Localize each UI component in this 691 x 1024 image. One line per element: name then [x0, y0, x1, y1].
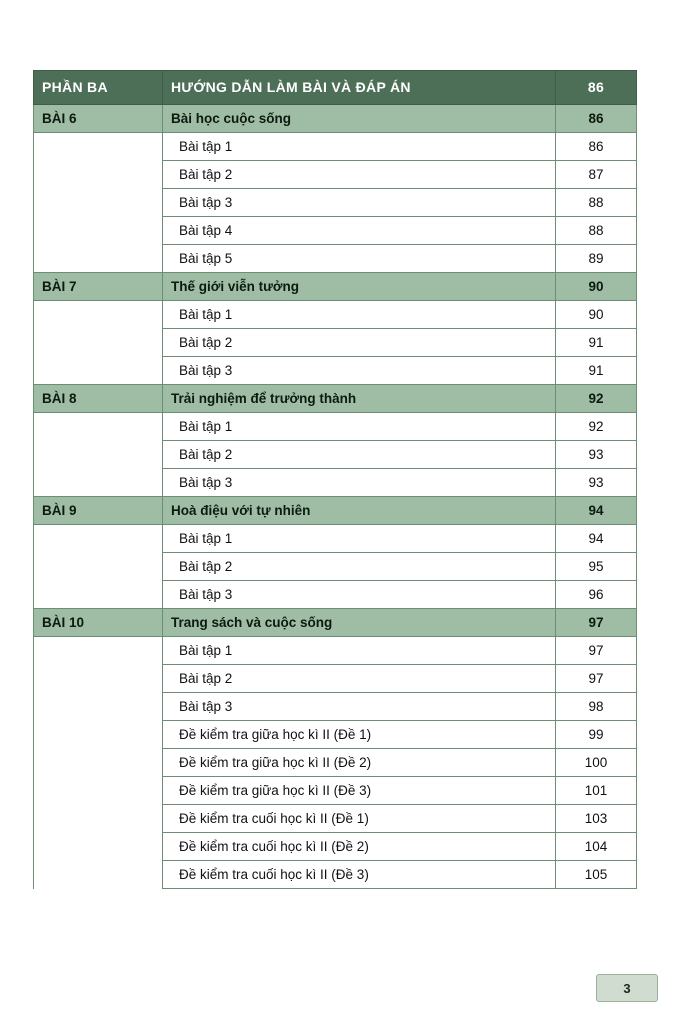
- toc-page-cell: [556, 245, 637, 273]
- toc-page-number: 100: [584, 755, 608, 770]
- toc-title-cell: [163, 805, 556, 833]
- toc-header-part-cell: [34, 71, 163, 105]
- toc-title-label: Trải nghiệm để trưởng thành: [171, 391, 357, 406]
- toc-part-label: [34, 665, 162, 692]
- toc-part-label: BÀI 8: [42, 391, 77, 406]
- toc-title-cell: [163, 497, 556, 525]
- table-row: [34, 329, 637, 357]
- toc-page-cell: [556, 217, 637, 245]
- toc-page-cell: [556, 189, 637, 217]
- toc-page-number: 89: [588, 251, 604, 266]
- toc-part-cell: [34, 133, 163, 161]
- toc-title-cell: [163, 833, 556, 861]
- toc-part-cell: [34, 777, 163, 805]
- toc-title-label: Bài tập 2: [179, 447, 233, 462]
- toc-part-cell: [34, 413, 163, 441]
- toc-page-number: 95: [588, 559, 604, 574]
- toc-title-label: Trang sách và cuộc sống: [171, 615, 333, 630]
- toc-page-number: 88: [588, 223, 604, 238]
- toc-lesson-row: [34, 105, 637, 133]
- page-number-label: 3: [623, 980, 631, 996]
- toc-title-label: Bài tập 3: [179, 195, 233, 210]
- toc-page-number: 98: [588, 699, 604, 714]
- toc-part-cell: [34, 665, 163, 693]
- toc-page-cell: [556, 525, 637, 553]
- toc-page-cell: [556, 581, 637, 609]
- toc-part-label: [34, 133, 162, 160]
- toc-header-title-cell: [163, 71, 556, 105]
- toc-part-cell: [34, 525, 163, 553]
- table-row: [34, 189, 637, 217]
- toc-title-cell: [163, 693, 556, 721]
- toc-page-cell: [556, 385, 637, 413]
- toc-title-cell: [163, 189, 556, 217]
- toc-title-label: Đề kiểm tra cuối học kì II (Đề 2): [179, 839, 369, 854]
- table-row: [34, 581, 637, 609]
- toc-title-label: Bài tập 1: [179, 139, 233, 154]
- toc-page-number: 103: [584, 811, 608, 826]
- table-row: [34, 777, 637, 805]
- toc-page-number: 93: [588, 447, 604, 462]
- toc-title-cell: [163, 301, 556, 329]
- toc-part-cell: [34, 497, 163, 525]
- toc-title-label: Bài tập 3: [179, 363, 233, 378]
- table-row: [34, 469, 637, 497]
- toc-page-cell: [556, 553, 637, 581]
- toc-page-cell: [556, 665, 637, 693]
- toc-part-cell: [34, 469, 163, 497]
- toc-part-cell: [34, 805, 163, 833]
- toc-title-label: Bài tập 2: [179, 559, 233, 574]
- table-row: [34, 665, 637, 693]
- toc-title-label: Bài học cuộc sống: [171, 111, 292, 126]
- toc-header-part-label: PHẦN BA: [42, 79, 108, 95]
- toc-title-label: Bài tập 1: [179, 643, 233, 658]
- toc-page-number: 99: [588, 727, 604, 742]
- toc-part-label: [34, 553, 162, 580]
- toc-page-cell: [556, 469, 637, 497]
- toc-title-cell: [163, 581, 556, 609]
- toc-body: [34, 71, 637, 889]
- toc-title-cell: [163, 861, 556, 889]
- table-of-contents: [33, 70, 633, 889]
- toc-header-page-cell: [556, 71, 637, 105]
- toc-page-cell: [556, 105, 637, 133]
- toc-part-cell: [34, 861, 163, 889]
- toc-title-cell: [163, 133, 556, 161]
- toc-title-label: Bài tập 3: [179, 699, 233, 714]
- toc-part-cell: [34, 301, 163, 329]
- toc-page-number: 94: [588, 531, 604, 546]
- toc-page-number: 96: [588, 587, 604, 602]
- toc-page-number: 93: [588, 475, 604, 490]
- toc-part-label: [34, 777, 162, 804]
- toc-title-cell: [163, 525, 556, 553]
- toc-page-number: 91: [588, 363, 604, 378]
- table-row: [34, 693, 637, 721]
- table-row: [34, 805, 637, 833]
- toc-header-row: [34, 71, 637, 105]
- toc-page-cell: [556, 749, 637, 777]
- toc-part-label: [34, 357, 162, 384]
- toc-part-label: [34, 721, 162, 748]
- toc-title-cell: [163, 553, 556, 581]
- toc-page-cell: [556, 609, 637, 637]
- toc-part-cell: [34, 581, 163, 609]
- toc-part-label: [34, 581, 162, 608]
- toc-part-label: [34, 749, 162, 776]
- toc-part-cell: [34, 189, 163, 217]
- toc-part-cell: [34, 217, 163, 245]
- toc-title-label: Bài tập 1: [179, 307, 233, 322]
- toc-header-title-label: HƯỚNG DẪN LÀM BÀI VÀ ĐÁP ÁN: [171, 79, 411, 95]
- toc-page-cell: [556, 413, 637, 441]
- toc-page-number: 97: [588, 671, 604, 686]
- toc-title-label: Bài tập 3: [179, 475, 233, 490]
- toc-page-number: 90: [588, 279, 604, 294]
- toc-page-cell: [556, 721, 637, 749]
- toc-part-cell: [34, 273, 163, 301]
- toc-page-number: 101: [584, 783, 608, 798]
- toc-lesson-row: [34, 497, 637, 525]
- toc-part-label: [34, 693, 162, 720]
- toc-title-cell: [163, 217, 556, 245]
- table-row: [34, 833, 637, 861]
- toc-page-cell: [556, 693, 637, 721]
- toc-part-label: BÀI 10: [42, 615, 85, 630]
- toc-page-cell: [556, 161, 637, 189]
- toc-title-cell: [163, 357, 556, 385]
- toc-page-number: 92: [588, 419, 604, 434]
- toc-page-cell: [556, 637, 637, 665]
- toc-page-cell: [556, 777, 637, 805]
- toc-part-label: [34, 413, 162, 440]
- table-row: [34, 357, 637, 385]
- toc-title-label: Thế giới viễn tưởng: [171, 279, 299, 294]
- toc-part-label: [34, 441, 162, 468]
- toc-title-cell: [163, 637, 556, 665]
- toc-lesson-row: [34, 385, 637, 413]
- toc-part-cell: [34, 245, 163, 273]
- toc-page-cell: [556, 301, 637, 329]
- toc-title-cell: [163, 609, 556, 637]
- toc-page-cell: [556, 441, 637, 469]
- toc-title-label: Bài tập 4: [179, 223, 233, 238]
- toc-page-cell: [556, 497, 637, 525]
- toc-title-label: Đề kiểm tra giữa học kì II (Đề 1): [179, 727, 372, 742]
- toc-part-label: BÀI 6: [42, 111, 77, 126]
- toc-part-cell: [34, 329, 163, 357]
- toc-page-number: 86: [588, 139, 604, 154]
- toc-title-label: Bài tập 3: [179, 587, 233, 602]
- toc-part-label: [34, 805, 162, 832]
- toc-title-cell: [163, 161, 556, 189]
- table-row: [34, 217, 637, 245]
- table-row: [34, 861, 637, 889]
- toc-header-page-number: 86: [587, 79, 605, 95]
- toc-page-number: 87: [588, 167, 604, 182]
- toc-part-label: BÀI 7: [42, 279, 77, 294]
- toc-part-label: [34, 329, 162, 356]
- table-row: [34, 245, 637, 273]
- toc-title-cell: [163, 245, 556, 273]
- page-number-badge: [596, 974, 658, 1002]
- toc-part-cell: [34, 385, 163, 413]
- toc-title-label: Bài tập 1: [179, 531, 233, 546]
- toc-table: [33, 70, 637, 889]
- toc-page-cell: [556, 861, 637, 889]
- toc-part-label: [34, 833, 162, 860]
- toc-part-cell: [34, 637, 163, 665]
- toc-page-number: 88: [588, 195, 604, 210]
- toc-part-label: [34, 161, 162, 188]
- toc-part-label: [34, 861, 162, 888]
- toc-title-label: Đề kiểm tra cuối học kì II (Đề 1): [179, 811, 369, 826]
- toc-title-label: Bài tập 2: [179, 671, 233, 686]
- toc-title-cell: [163, 749, 556, 777]
- toc-title-cell: [163, 385, 556, 413]
- toc-part-cell: [34, 693, 163, 721]
- table-row: [34, 161, 637, 189]
- toc-title-cell: [163, 665, 556, 693]
- toc-part-cell: [34, 721, 163, 749]
- toc-page-number: 97: [588, 643, 604, 658]
- toc-title-label: Bài tập 5: [179, 251, 233, 266]
- toc-part-label: [34, 189, 162, 216]
- table-row: [34, 553, 637, 581]
- toc-part-cell: [34, 609, 163, 637]
- toc-page-number: 86: [588, 111, 604, 126]
- toc-page-cell: [556, 133, 637, 161]
- toc-lesson-row: [34, 609, 637, 637]
- toc-part-cell: [34, 553, 163, 581]
- table-row: [34, 301, 637, 329]
- toc-part-label: BÀI 9: [42, 503, 77, 518]
- toc-title-label: Bài tập 2: [179, 167, 233, 182]
- table-row: [34, 441, 637, 469]
- toc-title-cell: [163, 105, 556, 133]
- toc-page-number: 90: [588, 307, 604, 322]
- toc-part-cell: [34, 749, 163, 777]
- toc-part-cell: [34, 833, 163, 861]
- toc-page-number: 104: [584, 839, 608, 854]
- toc-page-cell: [556, 329, 637, 357]
- toc-lesson-row: [34, 273, 637, 301]
- toc-part-label: [34, 525, 162, 552]
- toc-title-cell: [163, 721, 556, 749]
- table-row: [34, 721, 637, 749]
- table-row: [34, 525, 637, 553]
- toc-title-label: Đề kiểm tra cuối học kì II (Đề 3): [179, 867, 369, 882]
- toc-page-number: 94: [588, 503, 604, 518]
- toc-title-cell: [163, 441, 556, 469]
- toc-page-cell: [556, 805, 637, 833]
- toc-title-label: Bài tập 1: [179, 419, 233, 434]
- table-row: [34, 133, 637, 161]
- toc-page-number: 91: [588, 335, 604, 350]
- toc-page-cell: [556, 833, 637, 861]
- toc-part-cell: [34, 161, 163, 189]
- table-row: [34, 749, 637, 777]
- table-row: [34, 637, 637, 665]
- toc-part-label: [34, 469, 162, 496]
- toc-page-number: 92: [588, 391, 604, 406]
- toc-part-cell: [34, 105, 163, 133]
- toc-title-label: Đề kiểm tra giữa học kì II (Đề 2): [179, 755, 372, 770]
- toc-title-cell: [163, 777, 556, 805]
- toc-page-cell: [556, 273, 637, 301]
- toc-page-number: 105: [584, 867, 608, 882]
- toc-part-cell: [34, 357, 163, 385]
- toc-part-label: [34, 217, 162, 244]
- toc-page-number: 97: [588, 615, 604, 630]
- toc-title-cell: [163, 329, 556, 357]
- toc-title-cell: [163, 273, 556, 301]
- table-row: [34, 413, 637, 441]
- toc-page-cell: [556, 357, 637, 385]
- toc-part-cell: [34, 441, 163, 469]
- toc-part-label: [34, 637, 162, 664]
- toc-part-label: [34, 245, 162, 272]
- toc-title-label: Đề kiểm tra giữa học kì II (Đề 3): [179, 783, 372, 798]
- toc-title-label: Hoà điệu với tự nhiên: [171, 503, 311, 518]
- toc-title-cell: [163, 413, 556, 441]
- toc-title-cell: [163, 469, 556, 497]
- toc-part-label: [34, 301, 162, 328]
- toc-title-label: Bài tập 2: [179, 335, 233, 350]
